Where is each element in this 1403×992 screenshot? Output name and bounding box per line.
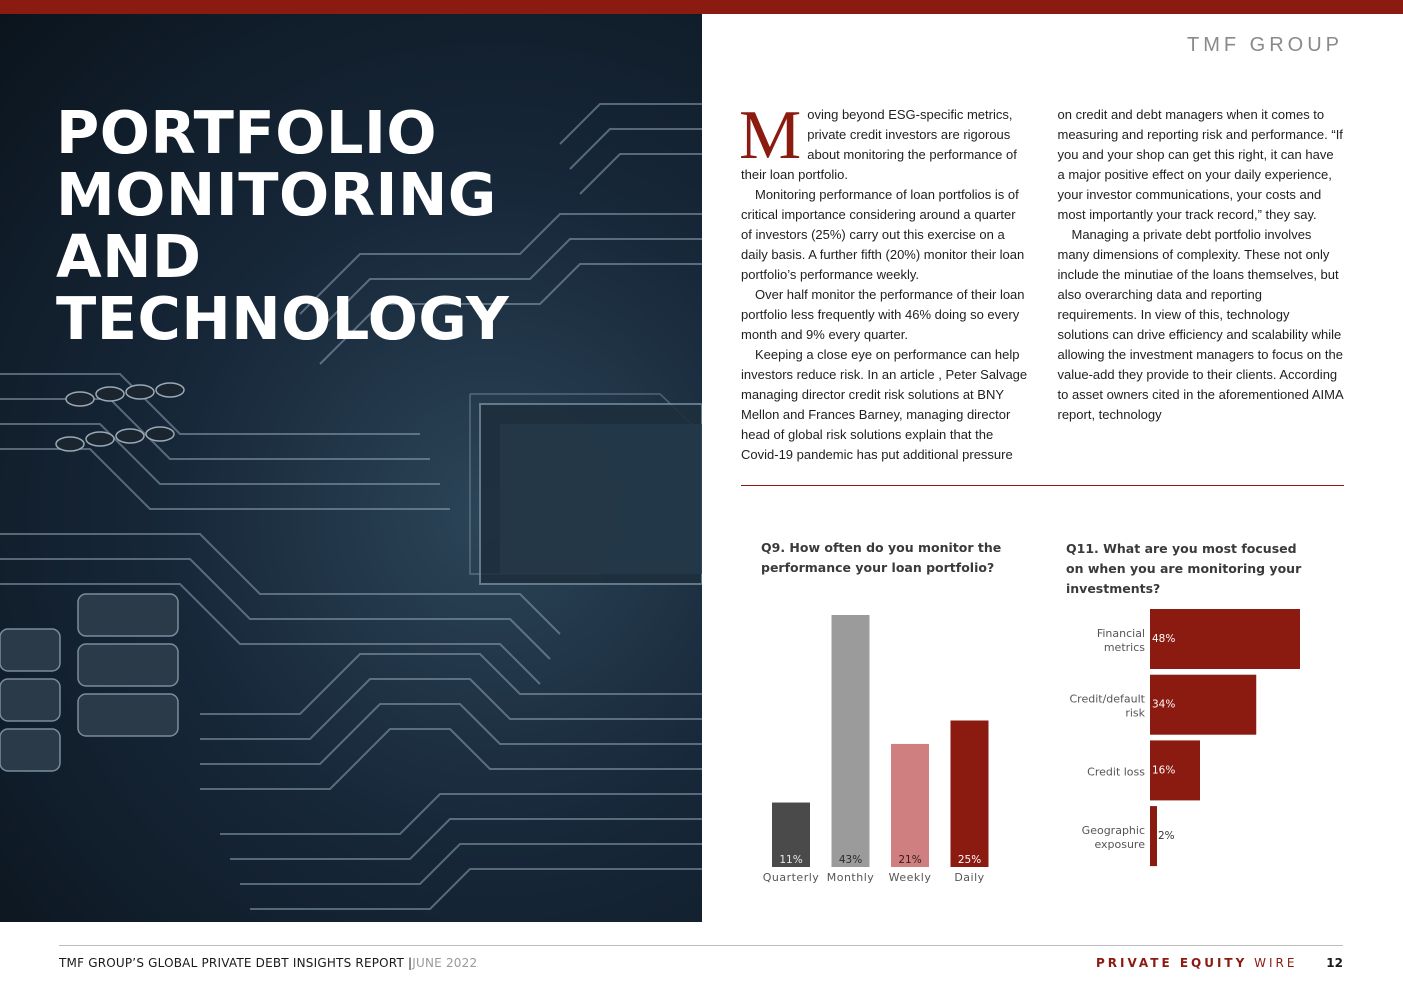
q11-bar bbox=[1150, 806, 1157, 866]
q11-category-label: exposure bbox=[1094, 838, 1145, 852]
article-paragraph: Over half monitor the performance of their loan portfolio less frequently with 46% doing so every month and 9% every quarter. bbox=[741, 287, 1025, 342]
footer-report-title bbox=[59, 956, 477, 970]
page-number: 12 bbox=[1326, 956, 1343, 970]
footer-separator: | bbox=[408, 956, 413, 970]
footer-publication bbox=[1096, 956, 1343, 970]
q9-category-label: Monthly bbox=[826, 871, 875, 884]
footer-divider bbox=[59, 945, 1343, 946]
publication-name-light: WIRE bbox=[1254, 956, 1298, 970]
q11-category-label: metrics bbox=[1103, 641, 1145, 654]
q11-category-label: Geographic bbox=[1081, 824, 1145, 838]
brand-name: TMF GROUP bbox=[1187, 34, 1343, 56]
title-line: AND bbox=[56, 222, 202, 291]
q9-category-label: Quarterly bbox=[762, 871, 820, 884]
article-paragraph: Managing a private debt portfolio involves many dimensions of complexity. These not only include the minutiae of the loans themselves, but also overarching data and reporting requirements. In view of this, technology solutions can drive efficiency and scalability while allowing the investment managers to focus on the value-add they provide to their clients. According to asset owners cited in the aforementioned AIMA report, technology bbox=[1057, 227, 1343, 422]
q9-chart-title: Q9. How often do you monitor the performance your loan portfolio? bbox=[761, 540, 1002, 575]
q11-category-label: Financial bbox=[1096, 627, 1145, 640]
drop-cap: M bbox=[739, 97, 802, 174]
title-line: PORTFOLIO bbox=[56, 98, 438, 167]
article-paragraph: Monitoring performance of loan portfolios is of critical importance considering around a quarter of investors (25%) carry out this exercise on a daily basis. A further fifth (20%) monitor their loan portfolio’s performance weekly. bbox=[741, 187, 1025, 282]
q9-category-label: Weekly bbox=[888, 871, 932, 884]
q11-value-label: 48% bbox=[1152, 633, 1176, 645]
q11-category-label: risk bbox=[1125, 706, 1145, 720]
q9-category-label: Daily bbox=[954, 871, 985, 884]
q11-chart-title: Q11. What are you most focused on when you are monitoring your investments? bbox=[1066, 541, 1302, 596]
q11-category-label: Credit/default bbox=[1069, 692, 1145, 706]
q9-value-label: 25% bbox=[957, 854, 982, 866]
publication-name-bold: PRIVATE EQUITY bbox=[1095, 956, 1248, 970]
title-line: MONITORING bbox=[56, 160, 497, 229]
q11-value-label: 2% bbox=[1158, 830, 1175, 843]
q11-category-label: Credit loss bbox=[1087, 765, 1145, 779]
report-date: JUNE 2022 bbox=[412, 956, 478, 970]
q9-value-label: 43% bbox=[838, 854, 863, 866]
q9-value-label: 21% bbox=[898, 854, 922, 866]
article-paragraph: Keeping a close eye on performance can help investors reduce risk. In an article , Peter Salvage managing director credit risk solutions at BNY Mellon and Frances Barney, managing director head of global risk solutions explain that the Covid-19 pandemic has put additional pressure on credit and debt managers when it comes to measuring and reporting risk and performance. “If you and your shop can get this right, it can have a major positive effect on your daily experience, your investor communications, your costs and most importantly your track record,” they say. bbox=[741, 107, 1343, 462]
q11-value-label: 34% bbox=[1152, 698, 1176, 711]
q11-value-label: 16% bbox=[1152, 764, 1176, 777]
q9-value-label: 11% bbox=[779, 854, 803, 866]
report-name: TMF GROUP’S GLOBAL PRIVATE DEBT INSIGHTS REPORT bbox=[59, 956, 405, 970]
title-line: TECHNOLOGY bbox=[56, 284, 510, 353]
paragraph-text: oving beyond ESG-specific metrics, private credit investors are rigorous about monitoring the performance of their loan portfolio. bbox=[741, 107, 1017, 182]
